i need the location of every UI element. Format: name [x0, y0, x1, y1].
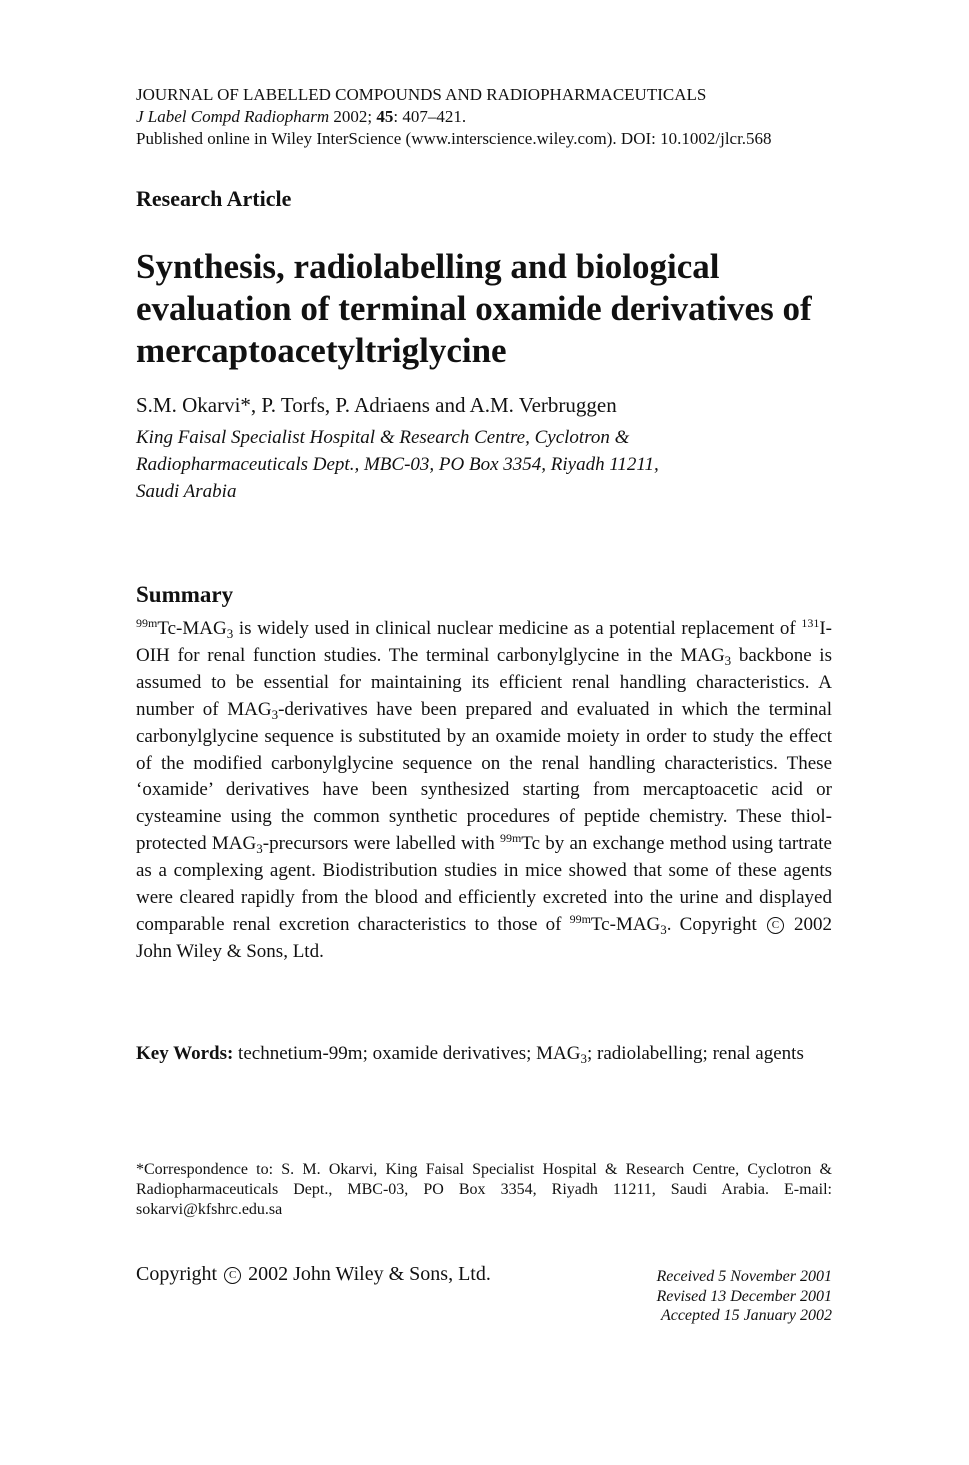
published-online-line: Published online in Wiley InterScience (www.interscience.wiley.com). DOI: 10.1002/jlcr.568 [136, 129, 772, 148]
accepted-date: Accepted 15 January 2002 [660, 1307, 832, 1324]
revised-date: Revised 13 December 2001 [656, 1287, 832, 1305]
keywords-label: Key Words: [136, 1043, 234, 1064]
subscript: 3 [660, 921, 667, 937]
superscript: 99m [136, 616, 158, 630]
affiliation [136, 424, 659, 505]
subscript: 3 [226, 626, 234, 641]
copyright-text: 2002 John Wiley & Sons, Ltd. [243, 1263, 491, 1285]
received-date: Received 5 November 2001 [656, 1268, 832, 1285]
copyright-icon: C [224, 1267, 241, 1284]
citation-volume: 45 [376, 107, 394, 126]
text-run: is widely used in clinical nuclear medicine as a potential replacement of [233, 618, 802, 639]
subscript: 3 [724, 652, 732, 668]
superscript: 99m [499, 831, 522, 846]
text-run: I-OIH for renal function studies. The terminal carbonylglycine in the MAG [136, 618, 832, 666]
subscript: 3 [271, 706, 279, 722]
copyright-icon: C [767, 917, 784, 934]
article-title [136, 246, 856, 372]
authors: S.M. Okarvi*, P. Torfs, P. Adriaens and A.M. Verbruggen [136, 393, 617, 417]
text-run: backbone is assumed to be essential for maintaining its efficient renal handling characteristics. A number of MAG [136, 644, 832, 720]
journal-name: JOURNAL OF LABELLED COMPOUNDS AND RADIOPHARMACEUTICALS [136, 85, 707, 104]
keywords [136, 1040, 832, 1067]
superscript: 131 [801, 616, 820, 630]
subscript: 3 [580, 1051, 587, 1066]
title-line: Synthesis, radiolabelling and biological [136, 247, 720, 286]
article-type: Research Article [136, 186, 292, 211]
summary-text [136, 616, 832, 966]
text-run: Tc-MAG [157, 618, 227, 639]
text-run: -derivatives have been prepared and evaluated in which the terminal carbonylglycine sequence is substituted by an oxamide moiety in order to study the effect of the modified carbonylglycine sequence on the renal handling characteristics. These ‘oxamide’ derivatives have been synthesized starting from mercaptoacetic acid or cysteamine using the common synthetic procedures of peptide chemistry. These thiol-protected MAG [136, 698, 832, 855]
article-dates [600, 1267, 832, 1326]
subscript: 3 [256, 841, 263, 857]
text-run: Tc-MAG [590, 913, 661, 935]
keywords-text: ; radiolabelling; renal agents [587, 1043, 804, 1064]
text-run: Tc [521, 833, 541, 855]
text-run: 2002 John Wiley & Sons, Ltd. [136, 913, 833, 962]
copyright-prefix: Copyright [136, 1263, 223, 1285]
keywords-text: technetium-99m; oxamide derivatives; MAG [233, 1043, 581, 1064]
text-run: . Copyright [666, 913, 765, 935]
summary-heading: Summary [136, 582, 234, 607]
text-run: by an exchange method using tartrate as a complexing agent. Biodistribution studies in mice showed that some of these agents were cleared rapidly from the blood and efficiently excreted into the urine and displayed comparable renal excretion characteristics to those of [136, 833, 832, 935]
citation-year: 2002; [329, 107, 377, 126]
affiliation-line: King Faisal Specialist Hospital & Research Centre, Cyclotron & [136, 427, 630, 448]
citation-line [136, 106, 836, 128]
text-run: -precursors were labelled with [262, 833, 500, 855]
title-line: evaluation of terminal oxamide derivatives of [136, 289, 812, 328]
superscript: 99m [569, 911, 591, 926]
citation-journal: J Label Compd Radiopharm [136, 107, 330, 126]
journal-header [136, 84, 836, 150]
title-line: mercaptoacetyltriglycine [136, 331, 507, 370]
citation-pages: : 407–421. [393, 107, 467, 126]
correspondence-footnote: *Correspondence to: S. M. Okarvi, King Faisal Specialist Hospital & Research Centre, Cyclotron & Radiopharmaceuticals Dept., MBC-03, PO Box 3354, Riyadh 11211, Saudi Arabia. E-mail: sokarvi@kfshrc.edu.sa [136, 1161, 832, 1218]
copyright-line [136, 1263, 491, 1286]
affiliation-line: Saudi Arabia [136, 481, 237, 502]
affiliation-line: Radiopharmaceuticals Dept., MBC-03, PO Box 3354, Riyadh 11211, [136, 454, 659, 475]
